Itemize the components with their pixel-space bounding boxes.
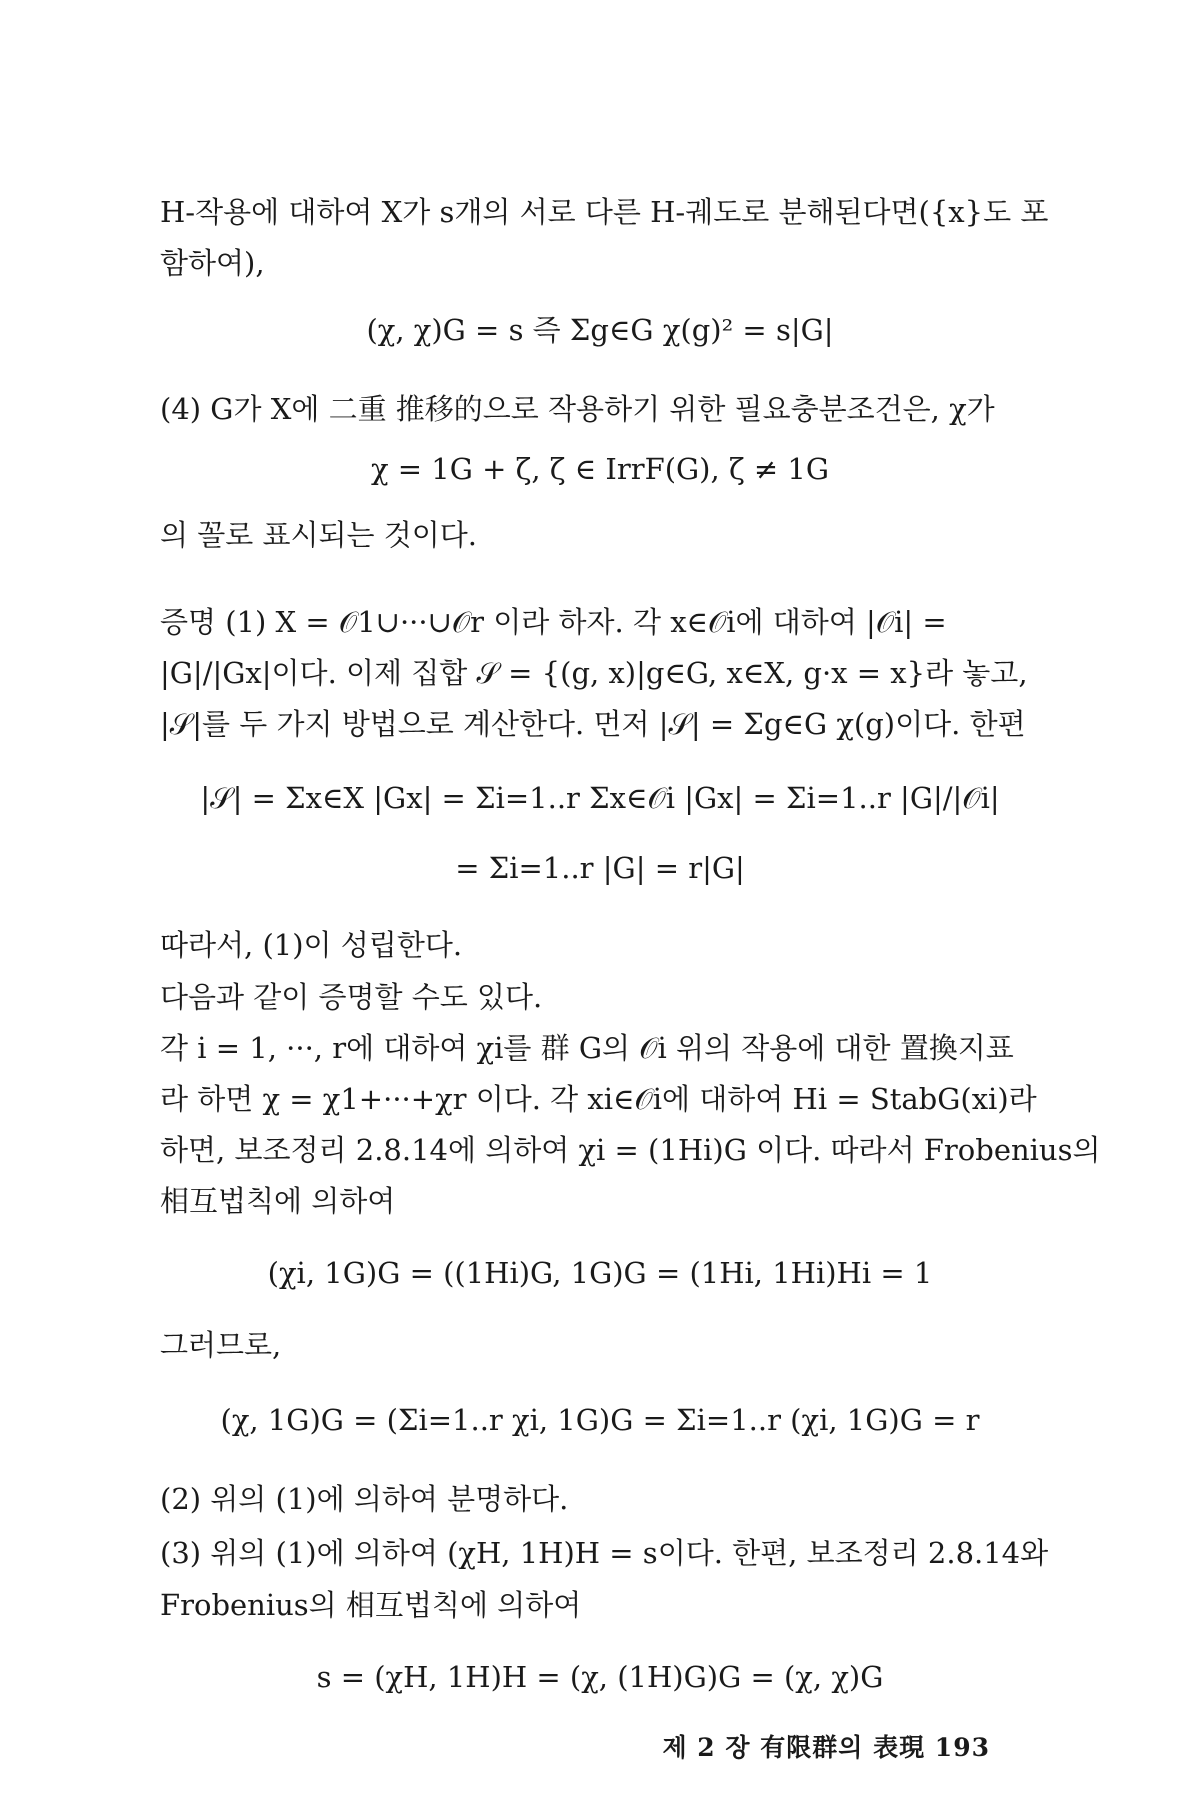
body-line: 따라서, (1)이 성립한다. xyxy=(160,928,463,962)
display-equation: (χ, 1G)G = (Σi=1..r χi, 1G)G = Σi=1..r (χi, 1G)G = r xyxy=(220,1403,980,1437)
body-line: (2) 위의 (1)에 의하여 분명하다. xyxy=(160,1482,569,1516)
body-line: (4) G가 X에 二重 推移的으로 작용하기 위한 필요충분조건은, χ가 xyxy=(160,392,995,426)
body-line: 의 꼴로 표시되는 것이다. xyxy=(160,518,478,552)
display-equation: |𝒮| = Σx∈X |Gx| = Σi=1..r Σx∈𝒪i |Gx| = Σi=1..r |G|/|𝒪i| xyxy=(200,781,1000,815)
body-line: 각 i = 1, ···, r에 대하여 χi를 群 G의 𝒪i 위의 작용에 대한 置換지표 xyxy=(160,1031,1014,1065)
display-equation: s = (χH, 1H)H = (χ, (1H)G)G = (χ, χ)G xyxy=(316,1660,884,1694)
body-line: 함하여), xyxy=(160,246,265,280)
display-equation: χ = 1G + ζ, ζ ∈ IrrF(G), ζ ≠ 1G xyxy=(370,452,830,486)
body-line: (3) 위의 (1)에 의하여 (χH, 1H)H = s이다. 한편, 보조정리 2.8.14와 xyxy=(160,1536,1049,1570)
body-line: |𝒮|를 두 가지 방법으로 계산한다. 먼저 |𝒮| = Σg∈G χ(g)이다. 한편 xyxy=(160,707,1026,741)
display-equation: (χ, χ)G = s 즉 Σg∈G χ(g)² = s|G| xyxy=(366,313,834,347)
body-line: 하면, 보조정리 2.8.14에 의하여 χi = (1Hi)G 이다. 따라서 Frobenius의 xyxy=(160,1133,1101,1167)
body-line: 그러므로, xyxy=(160,1328,282,1362)
body-line: 라 하면 χ = χ1+···+χr 이다. 각 xi∈𝒪i에 대하여 Hi = StabG(xi)라 xyxy=(160,1082,1037,1116)
display-equation: (χi, 1G)G = ((1Hi)G, 1G)G = (1Hi, 1Hi)Hi = 1 xyxy=(267,1256,933,1290)
body-line: 相互법칙에 의하여 xyxy=(160,1184,396,1218)
body-line: 다음과 같이 증명할 수도 있다. xyxy=(160,980,543,1014)
display-equation: = Σi=1..r |G| = r|G| xyxy=(455,851,745,885)
body-line: |G|/|Gx|이다. 이제 집합 𝒮 = {(g, x)|g∈G, x∈X, g·x = x}라 놓고, xyxy=(160,656,1028,690)
page-footer: 제 2 장 有限群의 表現 193 xyxy=(662,1733,990,1762)
body-line: Frobenius의 相互법칙에 의하여 xyxy=(160,1588,582,1622)
body-line: 증명 (1) X = 𝒪1∪···∪𝒪r 이라 하자. 각 x∈𝒪i에 대하여 |𝒪i| = xyxy=(160,605,947,639)
body-line: H-작용에 대하여 X가 s개의 서로 다른 H-궤도로 분해된다면({x}도 포 xyxy=(160,195,1049,229)
